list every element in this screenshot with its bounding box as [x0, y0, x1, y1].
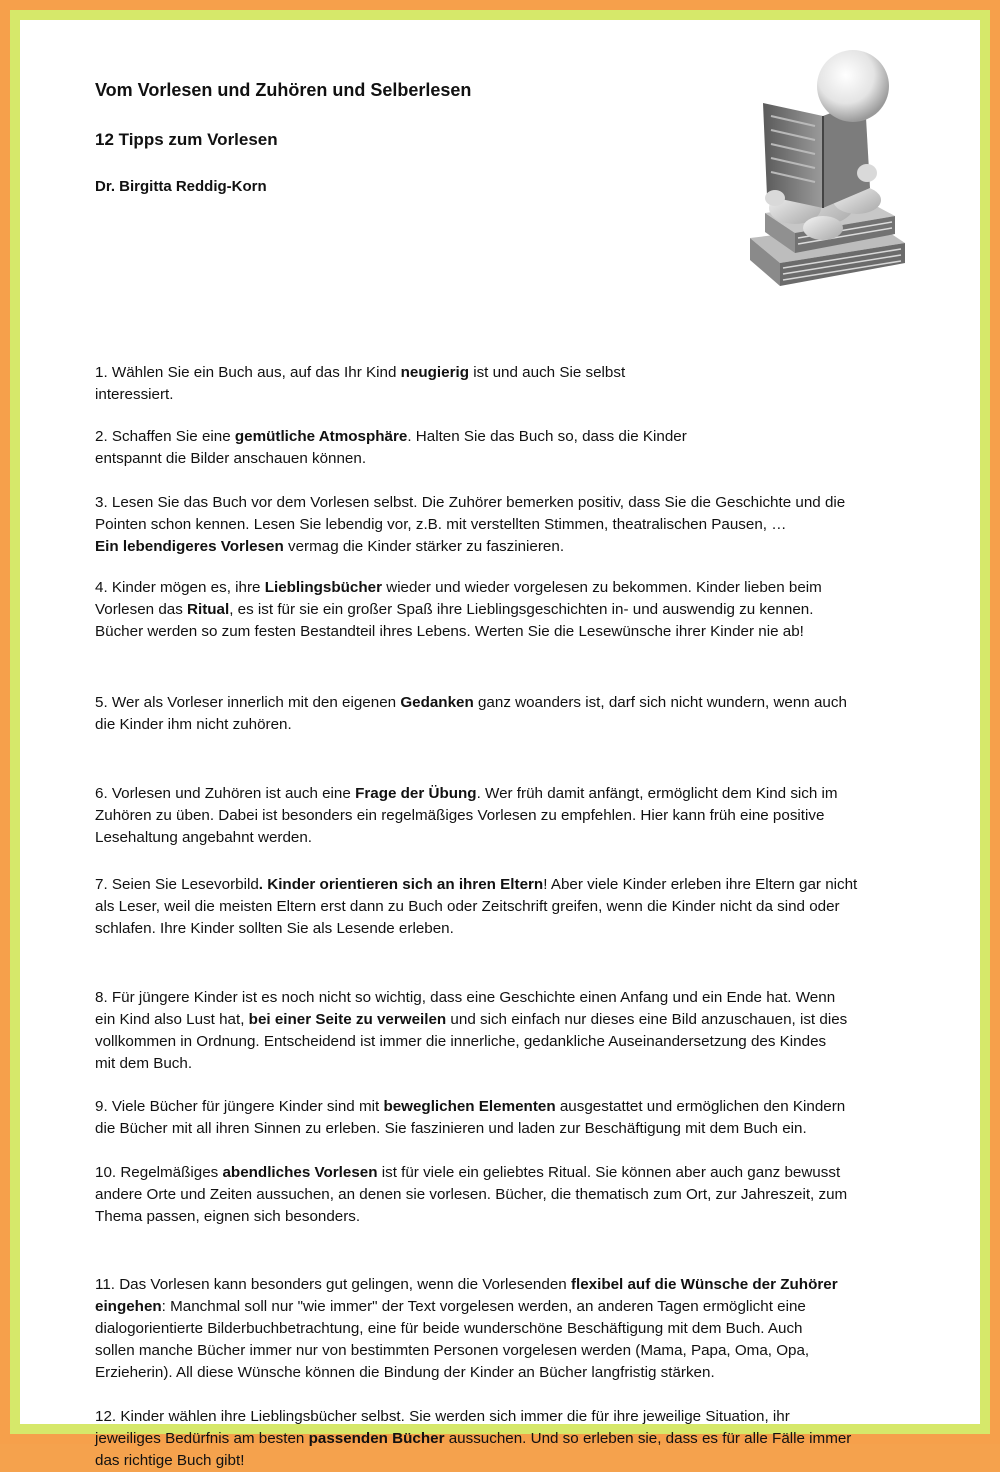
- tip-text: ist für viele ein geliebtes Ritual. Sie können aber auch ganz bewusst: [377, 1164, 841, 1181]
- tip-text: mit dem Buch.: [95, 1055, 193, 1072]
- tip-text: 6. Vorlesen und Zuhören ist auch eine: [95, 785, 356, 802]
- tip-item: [95, 1162, 915, 1228]
- tip-emphasis: Lieblingsbücher: [264, 579, 382, 596]
- tip-item: [95, 1406, 915, 1472]
- tip-emphasis: gemütliche Atmosphäre: [234, 428, 408, 445]
- tip-item: [95, 783, 915, 849]
- tip-text: als Leser, weil die meisten Eltern erst dann zu Buch oder Zeitschrift greifen, wenn die Kinder nicht da sind oder: [95, 898, 840, 915]
- tip-text: dialogorientierte Bilderbuchbetrachtung, eine für beide wunderschöne Beschäftigung mit dem Buch. Auch: [95, 1320, 803, 1337]
- tip-emphasis: eingehen: [95, 1298, 162, 1315]
- tip-emphasis: Frage der Übung: [355, 785, 477, 802]
- tip-text: Thema passen, eignen sich besonders.: [95, 1208, 361, 1225]
- tip-text: und sich einfach nur dieses eine Bild anzuschauen, ist dies: [446, 1011, 848, 1028]
- tip-text: das richtige Buch gibt!: [95, 1452, 245, 1469]
- tip-text: Pointen schon kennen. Lesen Sie lebendig vor, z.B. mit verstellten Stimmen, theatralischen Pausen, …: [95, 516, 787, 533]
- tip-emphasis: bei einer Seite zu verweilen: [248, 1011, 447, 1028]
- tip-item: [95, 692, 915, 736]
- tip-emphasis: neugierig: [400, 364, 469, 381]
- tip-text: Erzieherin). All diese Wünsche können die Bindung der Kinder an Bücher langfristig stärken.: [95, 1364, 715, 1381]
- tip-text: 9. Viele Bücher für jüngere Kinder sind mit: [95, 1098, 384, 1115]
- tip-text: jeweiliges Bedürfnis am besten: [95, 1430, 309, 1447]
- tip-item: [95, 1096, 915, 1140]
- tip-item: [95, 362, 915, 406]
- tip-text: Lesehaltung angebahnt werden.: [95, 829, 313, 846]
- tip-text: 10. Regelmäßiges: [95, 1164, 223, 1181]
- tip-item: [95, 1274, 915, 1384]
- tip-text: ein Kind also Lust hat,: [95, 1011, 249, 1028]
- tip-text: 7. Seien Sie Lesevorbild: [95, 876, 259, 893]
- tip-text: ausgestattet und ermöglichen den Kindern: [555, 1098, 846, 1115]
- tip-text: schlafen. Ihre Kinder sollten Sie als Lesende erleben.: [95, 920, 454, 937]
- tip-emphasis: passenden Bücher: [308, 1430, 445, 1447]
- tip-text: wieder und wieder vorgelesen zu bekommen. Kinder lieben beim: [382, 579, 822, 596]
- tip-emphasis: beweglichen Elementen: [383, 1098, 556, 1115]
- tip-text: 1. Wählen Sie ein Buch aus, auf das Ihr Kind: [95, 364, 401, 381]
- tip-emphasis: Ritual: [187, 601, 230, 618]
- tip-text: die Bücher mit all ihren Sinnen zu erleben. Sie faszinieren und laden zur Beschäftigung mit dem Buch ein.: [95, 1120, 807, 1137]
- tip-item: [95, 492, 915, 558]
- tip-emphasis: Gedanken: [400, 694, 474, 711]
- document-author: Dr. Birgitta Reddig-Korn: [95, 178, 267, 195]
- tip-text: sollen manche Bücher immer nur von bestimmten Personen vorgelesen werden (Mama, Papa, Oma, Opa,: [95, 1342, 810, 1359]
- tip-text: vollkommen in Ordnung. Entscheidend ist immer die innerliche, gedankliche Auseinandersetzung des Kindes: [95, 1033, 827, 1050]
- tip-text: 3. Lesen Sie das Buch vor dem Vorlesen selbst. Die Zuhörer bemerken positiv, dass Sie die Geschichte und die: [95, 494, 846, 511]
- document-subtitle: 12 Tipps zum Vorlesen: [95, 130, 278, 149]
- tip-text: 8. Für jüngere Kinder ist es noch nicht so wichtig, dass eine Geschichte einen Anfang und ein Ende hat. Wenn: [95, 989, 836, 1006]
- tip-text: , es ist für sie ein großer Spaß ihre Lieblingsgeschichten in- und auswendig zu kennen.: [229, 601, 814, 618]
- tip-text: Bücher werden so zum festen Bestandteil ihres Lebens. Werten Sie die Lesewünsche ihrer Kinder nie ab!: [95, 623, 804, 640]
- tip-text: ! Aber viele Kinder erleben ihre Eltern gar nicht: [543, 876, 858, 893]
- tip-text: vermag die Kinder stärker zu faszinieren.: [283, 538, 565, 555]
- tip-item: [95, 987, 915, 1075]
- tip-emphasis: Ein lebendigeres Vorlesen: [95, 538, 284, 555]
- document-page: [95, 68, 915, 1469]
- tip-emphasis: flexibel auf die Wünsche der Zuhörer: [570, 1276, 838, 1293]
- tip-text: die Kinder ihm nicht zuhören.: [95, 716, 292, 733]
- tip-text: ganz woanders ist, darf sich nicht wundern, wenn auch: [473, 694, 847, 711]
- tip-text: 5. Wer als Vorleser innerlich mit den eigenen: [95, 694, 401, 711]
- tip-text: aussuchen. Und so erleben sie, dass es für alle Fälle immer: [444, 1430, 852, 1447]
- tip-text: . Halten Sie das Buch so, dass die Kinder: [407, 428, 687, 445]
- tip-item: [95, 874, 915, 940]
- tip-text: andere Orte und Zeiten aussuchen, an denen sie vorlesen. Bücher, die thematisch zum Ort, zur Jahreszeit, zum: [95, 1186, 848, 1203]
- tip-emphasis: abendliches Vorlesen: [222, 1164, 378, 1181]
- tip-text: : Manchmal soll nur "wie immer" der Text vorgelesen werden, an anderen Tagen ermöglicht eine: [161, 1298, 806, 1315]
- tip-text: . Wer früh damit anfängt, ermöglicht dem Kind sich im: [476, 785, 838, 802]
- tip-text: 11. Das Vorlesen kann besonders gut gelingen, wenn die Vorlesenden: [95, 1276, 571, 1293]
- tip-text: entspannt die Bilder anschauen können.: [95, 450, 367, 467]
- tip-text: 4. Kinder mögen es, ihre: [95, 579, 265, 596]
- tip-item: [95, 577, 915, 643]
- tip-text: 2. Schaffen Sie eine: [95, 428, 235, 445]
- tip-text: interessiert.: [95, 386, 174, 403]
- tip-text: Zuhören zu üben. Dabei ist besonders ein regelmäßiges Vorlesen zu empfehlen. Hier kann früh eine positive: [95, 807, 825, 824]
- tip-text: Vorlesen das: [95, 601, 188, 618]
- tip-text: 12. Kinder wählen ihre Lieblingsbücher selbst. Sie werden sich immer die für ihre jeweilige Situation, ihr: [95, 1408, 790, 1425]
- tip-text: ist und auch Sie selbst: [468, 364, 626, 381]
- tip-item: [95, 426, 915, 470]
- document-title: Vom Vorlesen und Zuhören und Selberlesen: [95, 80, 472, 100]
- tip-emphasis: . Kinder orientieren sich an ihren Eltern: [258, 876, 544, 893]
